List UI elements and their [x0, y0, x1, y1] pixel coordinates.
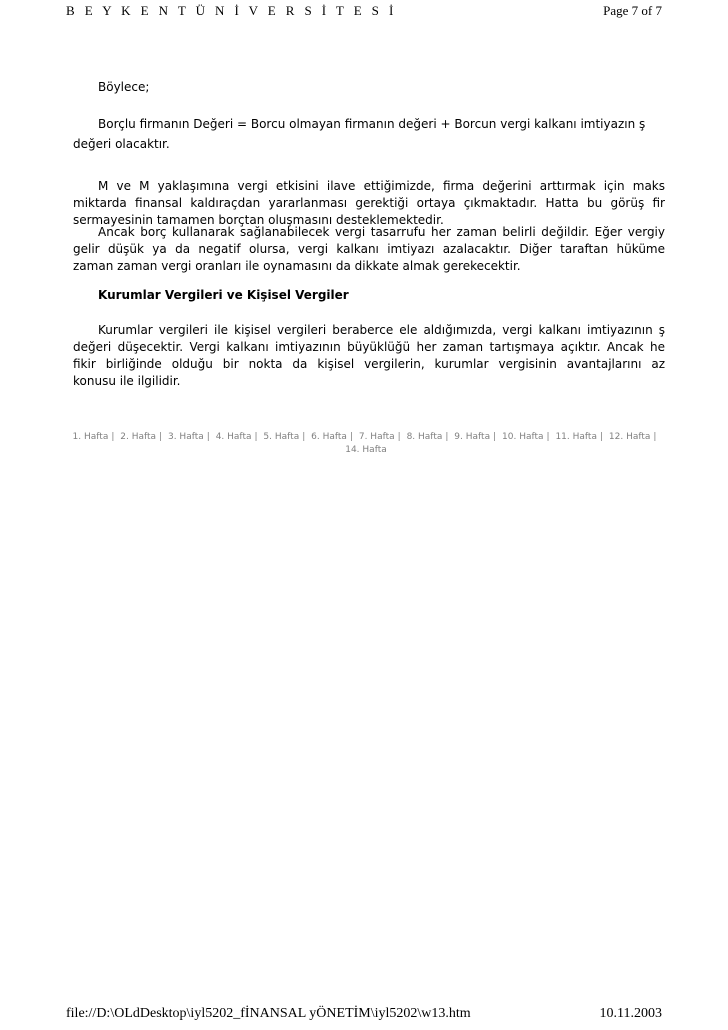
page-number: Page 7 of 7 [603, 3, 662, 18]
nav-separator: | [493, 432, 497, 442]
week-link[interactable]: 10. Hafta [502, 432, 544, 442]
week-link[interactable]: 7. Hafta [358, 432, 395, 442]
nav-separator: | [445, 432, 449, 442]
paragraph-borclu-firma [73, 116, 665, 153]
file-path: file://D:\OLdDesktop\iyl5202_fİNANSAL yÖNETİM\iyl5202\w13.htm [66, 1006, 471, 1021]
week-link[interactable]: 12. Hafta [608, 432, 651, 442]
paragraph-line: fikir birliğinde olduğu bir nokta da kişisel vergilerin, kurumlar vergisinin avantajlarını az [73, 357, 665, 371]
week-link[interactable]: 3. Hafta [167, 432, 204, 442]
site-title: B E Y K E N T Ü N İ V E R S İ T E S İ [66, 3, 397, 18]
paragraph-m-ve-m [73, 178, 665, 229]
paragraph-line: Ancak borç kullanarak sağlanabilecek vergi tasarrufu her zaman belirli değildir. Eğer vergiy [98, 225, 665, 239]
week-link[interactable]: 11. Hafta [555, 432, 597, 442]
paragraph-line: konusu ile ilgilidir. [73, 374, 181, 388]
nav-separator: | [546, 432, 550, 442]
paragraph-line: miktarda finansal kaldıraçdan yararlanması gerektiği ortaya çıkmaktadır. Hatta bu görüş fir [73, 196, 665, 210]
nav-separator: | [206, 432, 210, 442]
paragraph-line: değeri düşecektir. Vergi kalkanı imtiyazının büyüklüğü her zaman tartışmaya açıktır. Ancak he [73, 340, 665, 354]
nav-separator: | [349, 432, 353, 442]
nav-separator: | [302, 432, 306, 442]
paragraph-kurumlar [73, 322, 665, 390]
week-link[interactable]: 2. Hafta [120, 432, 157, 442]
week-link[interactable]: 4. Hafta [215, 432, 252, 442]
nav-separator: | [111, 432, 115, 442]
nav-separator: | [254, 432, 258, 442]
week-nav [70, 431, 662, 457]
paragraph-line: gelir düşük ya da negatif olursa, vergi kalkanı imtiyazı azalacaktır. Diğer taraftan hüküme [73, 242, 665, 256]
week-link[interactable]: 6. Hafta [311, 432, 347, 442]
week-link[interactable]: 1. Hafta [72, 432, 109, 442]
paragraph-line: Böylece; [98, 80, 150, 94]
print-footer [66, 1006, 662, 1024]
nav-separator: | [397, 432, 401, 442]
nav-separator: | [159, 432, 163, 442]
paragraph-line: zaman zaman vergi oranları ile oynamasını da dikkate almak gerekecektir. [73, 259, 521, 273]
paragraph-line: değeri olacaktır. [73, 137, 170, 151]
nav-separator: | [653, 432, 657, 442]
nav-separator: | [599, 432, 604, 442]
print-date: 10.11.2003 [599, 1006, 662, 1021]
week-link[interactable]: 14. Hafta [345, 445, 387, 455]
paragraph-ancak-borc [73, 224, 665, 275]
paragraph-boylece [73, 79, 665, 96]
paragraph-line: Kurumlar vergileri ile kişisel vergileri beraberce ele aldığımızda, vergi kalkanı imtiyazının ş [98, 323, 665, 337]
heading-kurumlar-vergileri: Kurumlar Vergileri ve Kişisel Vergiler [98, 288, 349, 302]
paragraph-line: M ve M yaklaşımına vergi etkisini ilave ettiğimizde, firma değerini arttırmak için maks [98, 179, 665, 193]
week-link[interactable]: 5. Hafta [263, 432, 300, 442]
section-heading [73, 287, 665, 304]
week-link[interactable]: 9. Hafta [454, 432, 491, 442]
paragraph-line: sermayesinin tamamen borçtan oluşmasını desteklemektedir. [73, 213, 444, 227]
paragraph-line: Borçlu firmanın Değeri = Borcu olmayan firmanın değeri + Borcun vergi kalkanı imtiyazın ş [98, 117, 646, 131]
week-link[interactable]: 8. Hafta [406, 432, 443, 442]
